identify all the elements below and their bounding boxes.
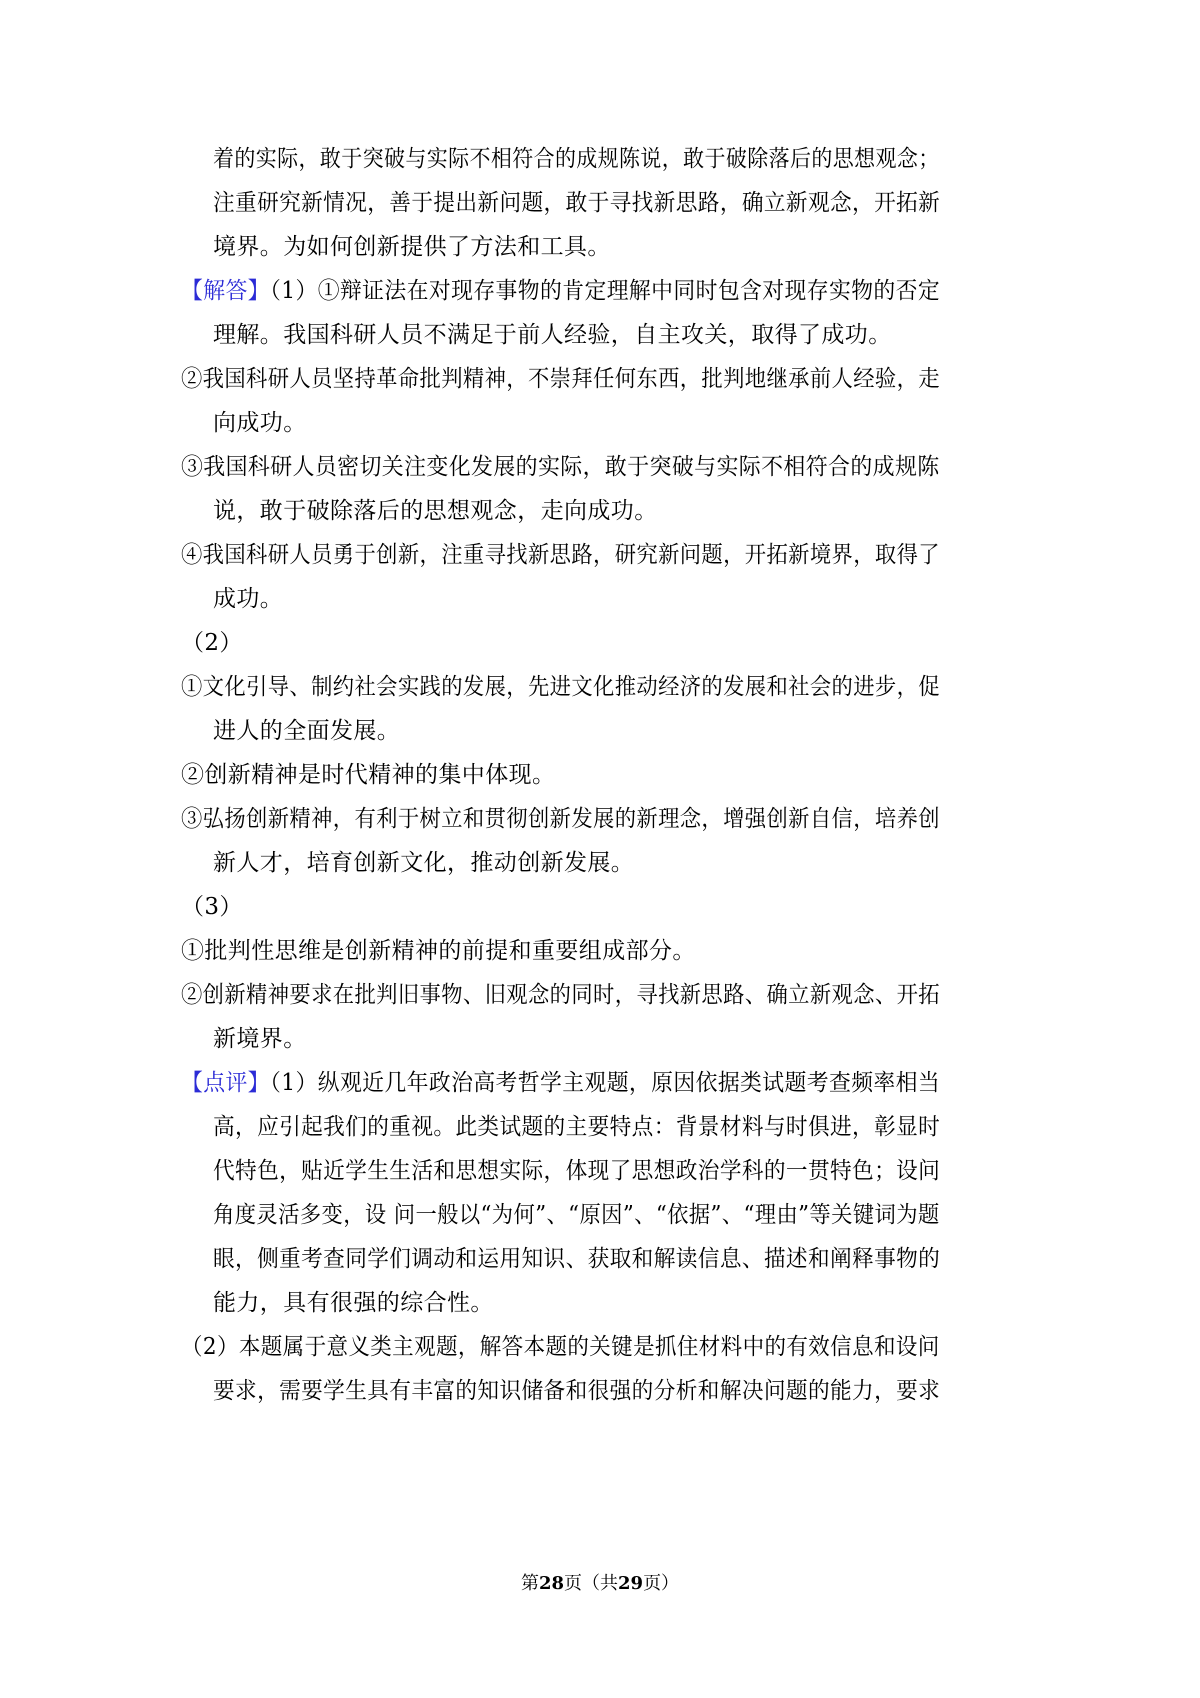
review-first: （1）纵观近几年政治高考哲学主观题，原因依据类试题考查频率相当	[269, 1070, 941, 1096]
answer-p2-first: ②我国科研人员坚持革命批判精神，不崇拜任何东西，批判地继承前人经验，走	[181, 366, 940, 392]
answer-p1-first: （1）①辩证法在对现存事物的肯定理解中同时包含对现存实物的否定	[269, 278, 941, 304]
review-cont-4: 眼，侧重考查同学们调动和运用知识、获取和解读信息、描述和阐释事物的	[213, 1246, 941, 1272]
answer-p4-first: ④我国科研人员勇于创新，注重寻找新思路，研究新问题，开拓新境界，取得了	[181, 542, 940, 568]
answer-q2-3-cont: 新人才，培育创新文化，推动创新发展。	[213, 850, 635, 876]
intro-line-2: 注重研究新情况，善于提出新问题，敢于寻找新思路，确立新观念，开拓新	[213, 190, 941, 216]
answer-q2-1-cont: 进人的全面发展。	[213, 718, 401, 744]
page-footer	[0, 1572, 1200, 1596]
review-cont-1: 高，应引起我们的重视。此类试题的主要特点：背景材料与时俱进，彰显时	[213, 1114, 941, 1140]
answer-p2-cont: 向成功。	[213, 410, 307, 436]
answer-tag: 【解答】	[181, 278, 270, 304]
footer-prefix: 第	[520, 1573, 539, 1594]
review-p2-cont: 要求，需要学生具有丰富的知识储备和很强的分析和解决问题的能力，要求	[213, 1378, 941, 1404]
review-cont-3: 角度灵活多变，设 问一般以“为何”、“原因”、“依据”、“理由”等关键词为题	[213, 1202, 940, 1228]
answer-q2-2: ②创新精神是时代精神的集中体现。	[181, 762, 556, 788]
intro-line-3: 境界。为如何创新提供了方法和工具。	[213, 234, 611, 260]
answer-q2-1-first: ①文化引导、制约社会实践的发展，先进文化推动经济的发展和社会的进步，促	[181, 674, 940, 700]
footer-suffix: 页）	[643, 1573, 680, 1594]
footer-middle: 页（共	[564, 1573, 618, 1594]
answer-p3-cont: 说，敢于破除落后的思想观念，走向成功。	[213, 498, 658, 524]
intro-line-1: 着的实际，敢于突破与实际不相符合的成规陈说，敢于破除落后的思想观念；	[213, 146, 940, 172]
answer-q2-3-first: ③弘扬创新精神，有利于树立和贯彻创新发展的新理念，增强创新自信，培养创	[181, 806, 940, 832]
answer-line-1	[181, 276, 940, 306]
answer-p3-first: ③我国科研人员密切关注变化发展的实际，敢于突破与实际不相符合的成规陈	[181, 454, 940, 480]
answer-p4-cont: 成功。	[213, 586, 284, 612]
answer-q2-label: （2）	[181, 630, 243, 656]
review-tag: 【点评】	[181, 1070, 270, 1096]
footer-page-number: 28	[538, 1573, 564, 1594]
answer-q3-1: ①批判性思维是创新精神的前提和重要组成部分。	[181, 938, 696, 964]
review-line-1	[181, 1068, 940, 1098]
footer-total-pages: 29	[618, 1573, 644, 1594]
review-cont-5: 能力，具有很强的综合性。	[213, 1290, 494, 1316]
review-cont-2: 代特色，贴近学生生活和思想实际，体现了思想政治学科的一贯特色；设问	[213, 1158, 941, 1184]
answer-q3-2-first: ②创新精神要求在批判旧事物、旧观念的同时，寻找新思路、确立新观念、开拓	[181, 982, 940, 1008]
review-p2-first: （2）本题属于意义类主观题，解答本题的关键是抓住材料中的有效信息和设问	[181, 1334, 940, 1360]
answer-q3-2-cont: 新境界。	[213, 1026, 307, 1052]
answer-p1-cont: 理解。我国科研人员不满足于前人经验，自主攻关，取得了成功。	[213, 322, 892, 348]
answer-q3-label: （3）	[181, 894, 243, 920]
